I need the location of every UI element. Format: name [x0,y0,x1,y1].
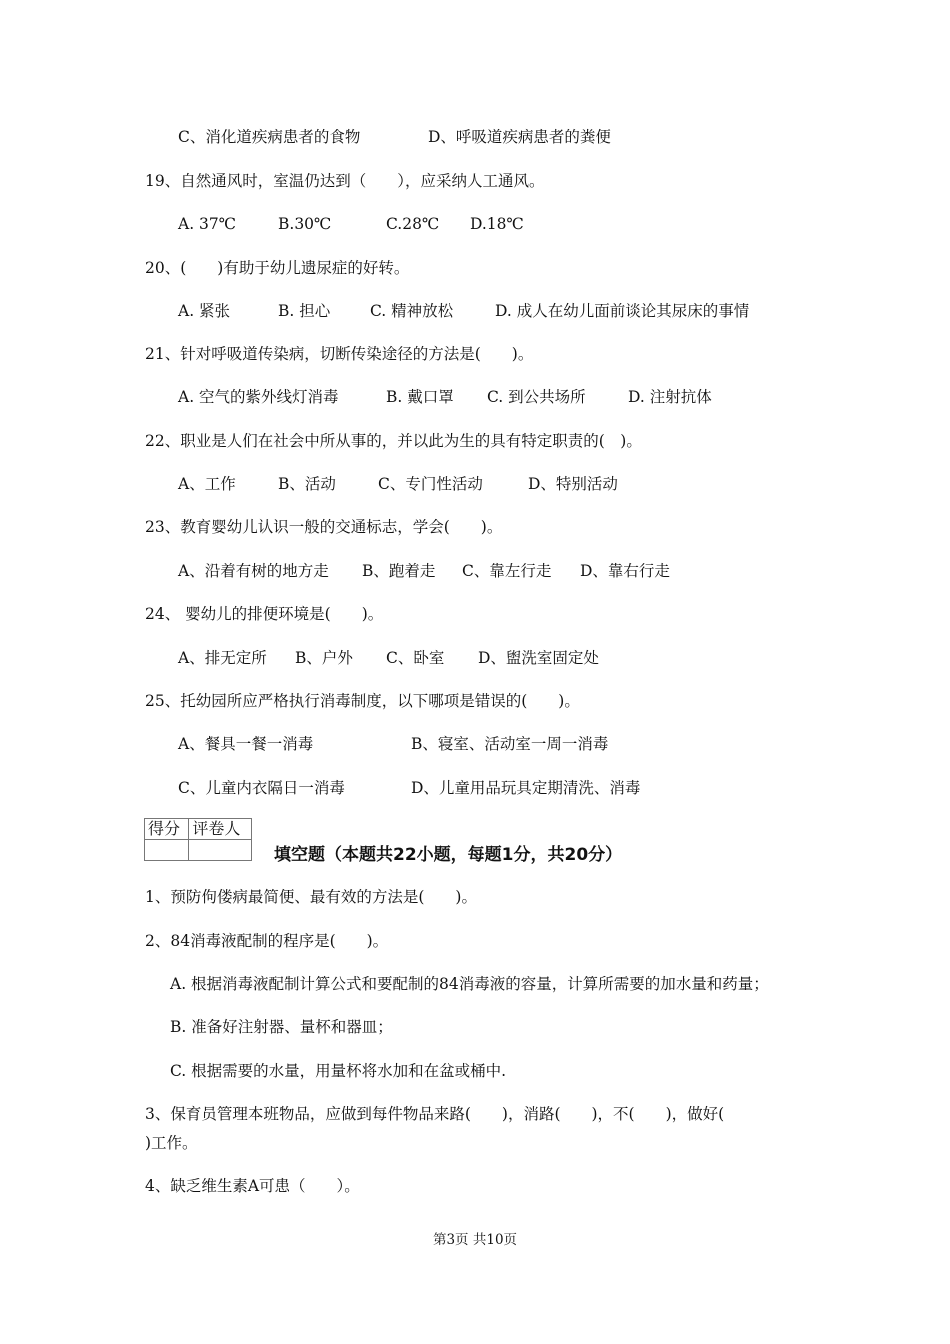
q19-option-d: D.18℃ [470,215,524,233]
q24-option-c: C、卧室 [386,649,445,667]
q21-option-b: B. 戴口罩 [386,388,454,406]
q22-option-d: D、特别活动 [528,475,618,493]
score-cell [145,840,189,861]
fill-q2-step-c: C. 根据需要的水量，用量杯将水加和在盆或桶中. [170,1062,507,1080]
q23-option-d: D、靠右行走 [580,562,670,580]
q22-option-c: C、专门性活动 [378,475,483,493]
fill-question-1: 1、预防佝偻病最简便、最有效的方法是( )。 [145,888,477,906]
grader-label: 评卷人 [189,819,252,840]
q23-option-a: A、沿着有树的地方走 [178,562,329,580]
fill-question-3-cont: )工作。 [145,1134,198,1152]
q22-option-a: A、工作 [178,475,236,493]
fill-q2-step-b: B. 准备好注射器、量杯和器皿； [170,1018,393,1036]
section-title: 填空题（本题共22小题，每题1分，共20分） [274,845,623,865]
q22-option-b: B、活动 [278,475,336,493]
q18-option-c: C、消化道疾病患者的食物 [178,128,361,146]
q24-option-a: A、排无定所 [178,649,267,667]
question-24: 24、 婴幼儿的排便环境是( )。 [145,605,384,623]
q20-option-b: B. 担心 [278,302,331,320]
q25-option-d: D、儿童用品玩具定期清洗、消毒 [411,779,641,797]
q19-option-a: A. 37℃ [178,215,237,233]
question-23: 23、教育婴幼儿认识一般的交通标志，学会( )。 [145,518,503,536]
q20-option-d: D. 成人在幼儿面前谈论其尿床的事情 [495,302,750,320]
question-19: 19、自然通风时，室温仍达到（ ），应采纳人工通风。 [145,172,545,190]
score-label: 得分 [145,819,189,840]
q23-option-b: B、跑着走 [362,562,436,580]
question-22: 22、职业是人们在社会中所从事的，并以此为生的具有特定职责的( )。 [145,432,642,450]
q24-option-d: D、盥洗室固定处 [478,649,599,667]
page-footer: 第3页 共10页 [432,1232,518,1248]
question-20: 20、( )有助于幼儿遗尿症的好转。 [145,259,410,277]
q24-option-b: B、户外 [295,649,353,667]
q25-option-b: B、寝室、活动室一周一消毒 [411,735,609,753]
q25-option-c: C、儿童内衣隔日一消毒 [178,779,345,797]
q19-option-b: B.30℃ [278,215,332,233]
q20-option-c: C. 精神放松 [370,302,454,320]
q21-option-c: C. 到公共场所 [487,388,586,406]
q19-option-c: C.28℃ [386,215,440,233]
q23-option-c: C、靠左行走 [462,562,552,580]
q20-option-a: A. 紧张 [178,302,231,320]
fill-question-4: 4、缺乏维生素A可患（ ）。 [145,1177,360,1195]
fill-q2-step-a: A. 根据消毒液配制计算公式和要配制的84消毒液的容量，计算所需要的加水量和药量； [170,975,769,993]
q18-option-d: D、呼吸道疾病患者的粪便 [428,128,611,146]
q25-option-a: A、餐具一餐一消毒 [178,735,314,753]
fill-question-2: 2、84消毒液配制的程序是( )。 [145,932,389,950]
question-21: 21、针对呼吸道传染病，切断传染途径的方法是( )。 [145,345,534,363]
score-box [144,818,252,861]
q21-option-d: D. 注射抗体 [628,388,712,406]
question-25: 25、托幼园所应严格执行消毒制度，以下哪项是错误的( )。 [145,692,580,710]
grader-cell [189,840,252,861]
q21-option-a: A. 空气的紫外线灯消毒 [178,388,339,406]
fill-question-3: 3、保育员管理本班物品，应做到每件物品来路( )，消路( )，不( )，做好( [145,1105,725,1123]
